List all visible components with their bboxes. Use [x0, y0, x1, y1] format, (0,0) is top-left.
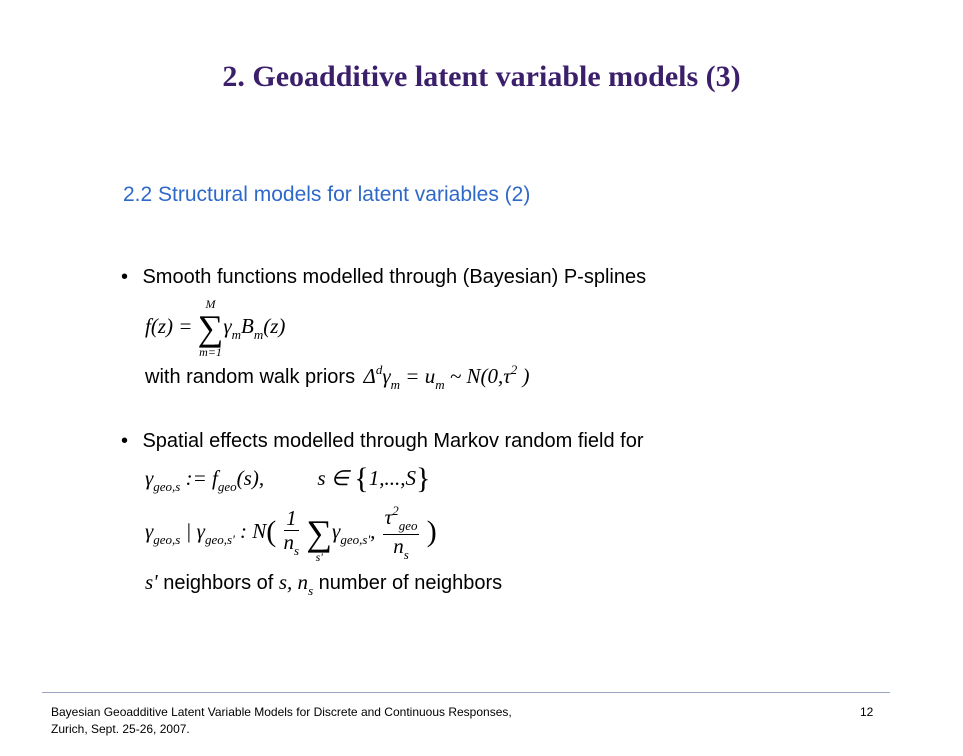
random-walk-text: with random walk priors — [145, 366, 356, 388]
footer-citation: Bayesian Geoadditive Latent Variable Models for Discrete and Continuous Responses, Zurich, Sept. 25-26, 2007. — [51, 705, 512, 737]
bullet-symbol: • — [121, 266, 129, 288]
page-number: 12 — [860, 705, 874, 719]
bullet-symbol: • — [121, 430, 129, 452]
bullet-2 — [121, 430, 643, 453]
bullet-2-text: Spatial effects modelled through Markov random field for — [142, 430, 644, 452]
fraction-one-over-ns: $\frac{1}{n_s}$ — [283, 506, 300, 559]
bullet-1 — [121, 266, 646, 289]
sum-operator: ∑ s' — [306, 513, 333, 564]
fraction-tau-over-ns: $\frac{\tau^2_{geo}}{n_s}$ — [384, 503, 418, 562]
mrf-conditional-equation: $\gamma_{geo,s}$ | $\gamma_{geo,s'}$ : N( $\frac{1}{n_s}$ ∑ s' $\gamma_{geo,s'}$, $\frac{\tau^2_{geo}}{n_s}$ ) — [145, 503, 437, 564]
footer-divider — [42, 692, 890, 693]
section-subtitle: 2.2 Structural models for latent variables (2) — [123, 183, 531, 206]
slide-title: 2. Geoadditive latent variable models (3) — [222, 60, 741, 93]
neighbors-line: s' neighbors of s, $n_s$ number of neighbors — [145, 570, 503, 598]
spline-equation: f(z) = M ∑ m=1 $\gamma_mB_m(z)$ — [145, 297, 286, 359]
sum-operator: M ∑ m=1 — [197, 297, 224, 359]
random-walk-prior: $\Delta^d\gamma_m = u_m$ ~ $N(0,\tau^2$ ) — [363, 362, 530, 392]
bullet-1-text: Smooth functions modelled through (Bayesian) P-splines — [142, 266, 647, 288]
spatial-definition-equation: $\gamma_{geo,s}$ := $f_{geo}(s)$, s ∈ {1,...,S} — [145, 462, 431, 495]
random-walk-line — [145, 362, 529, 393]
